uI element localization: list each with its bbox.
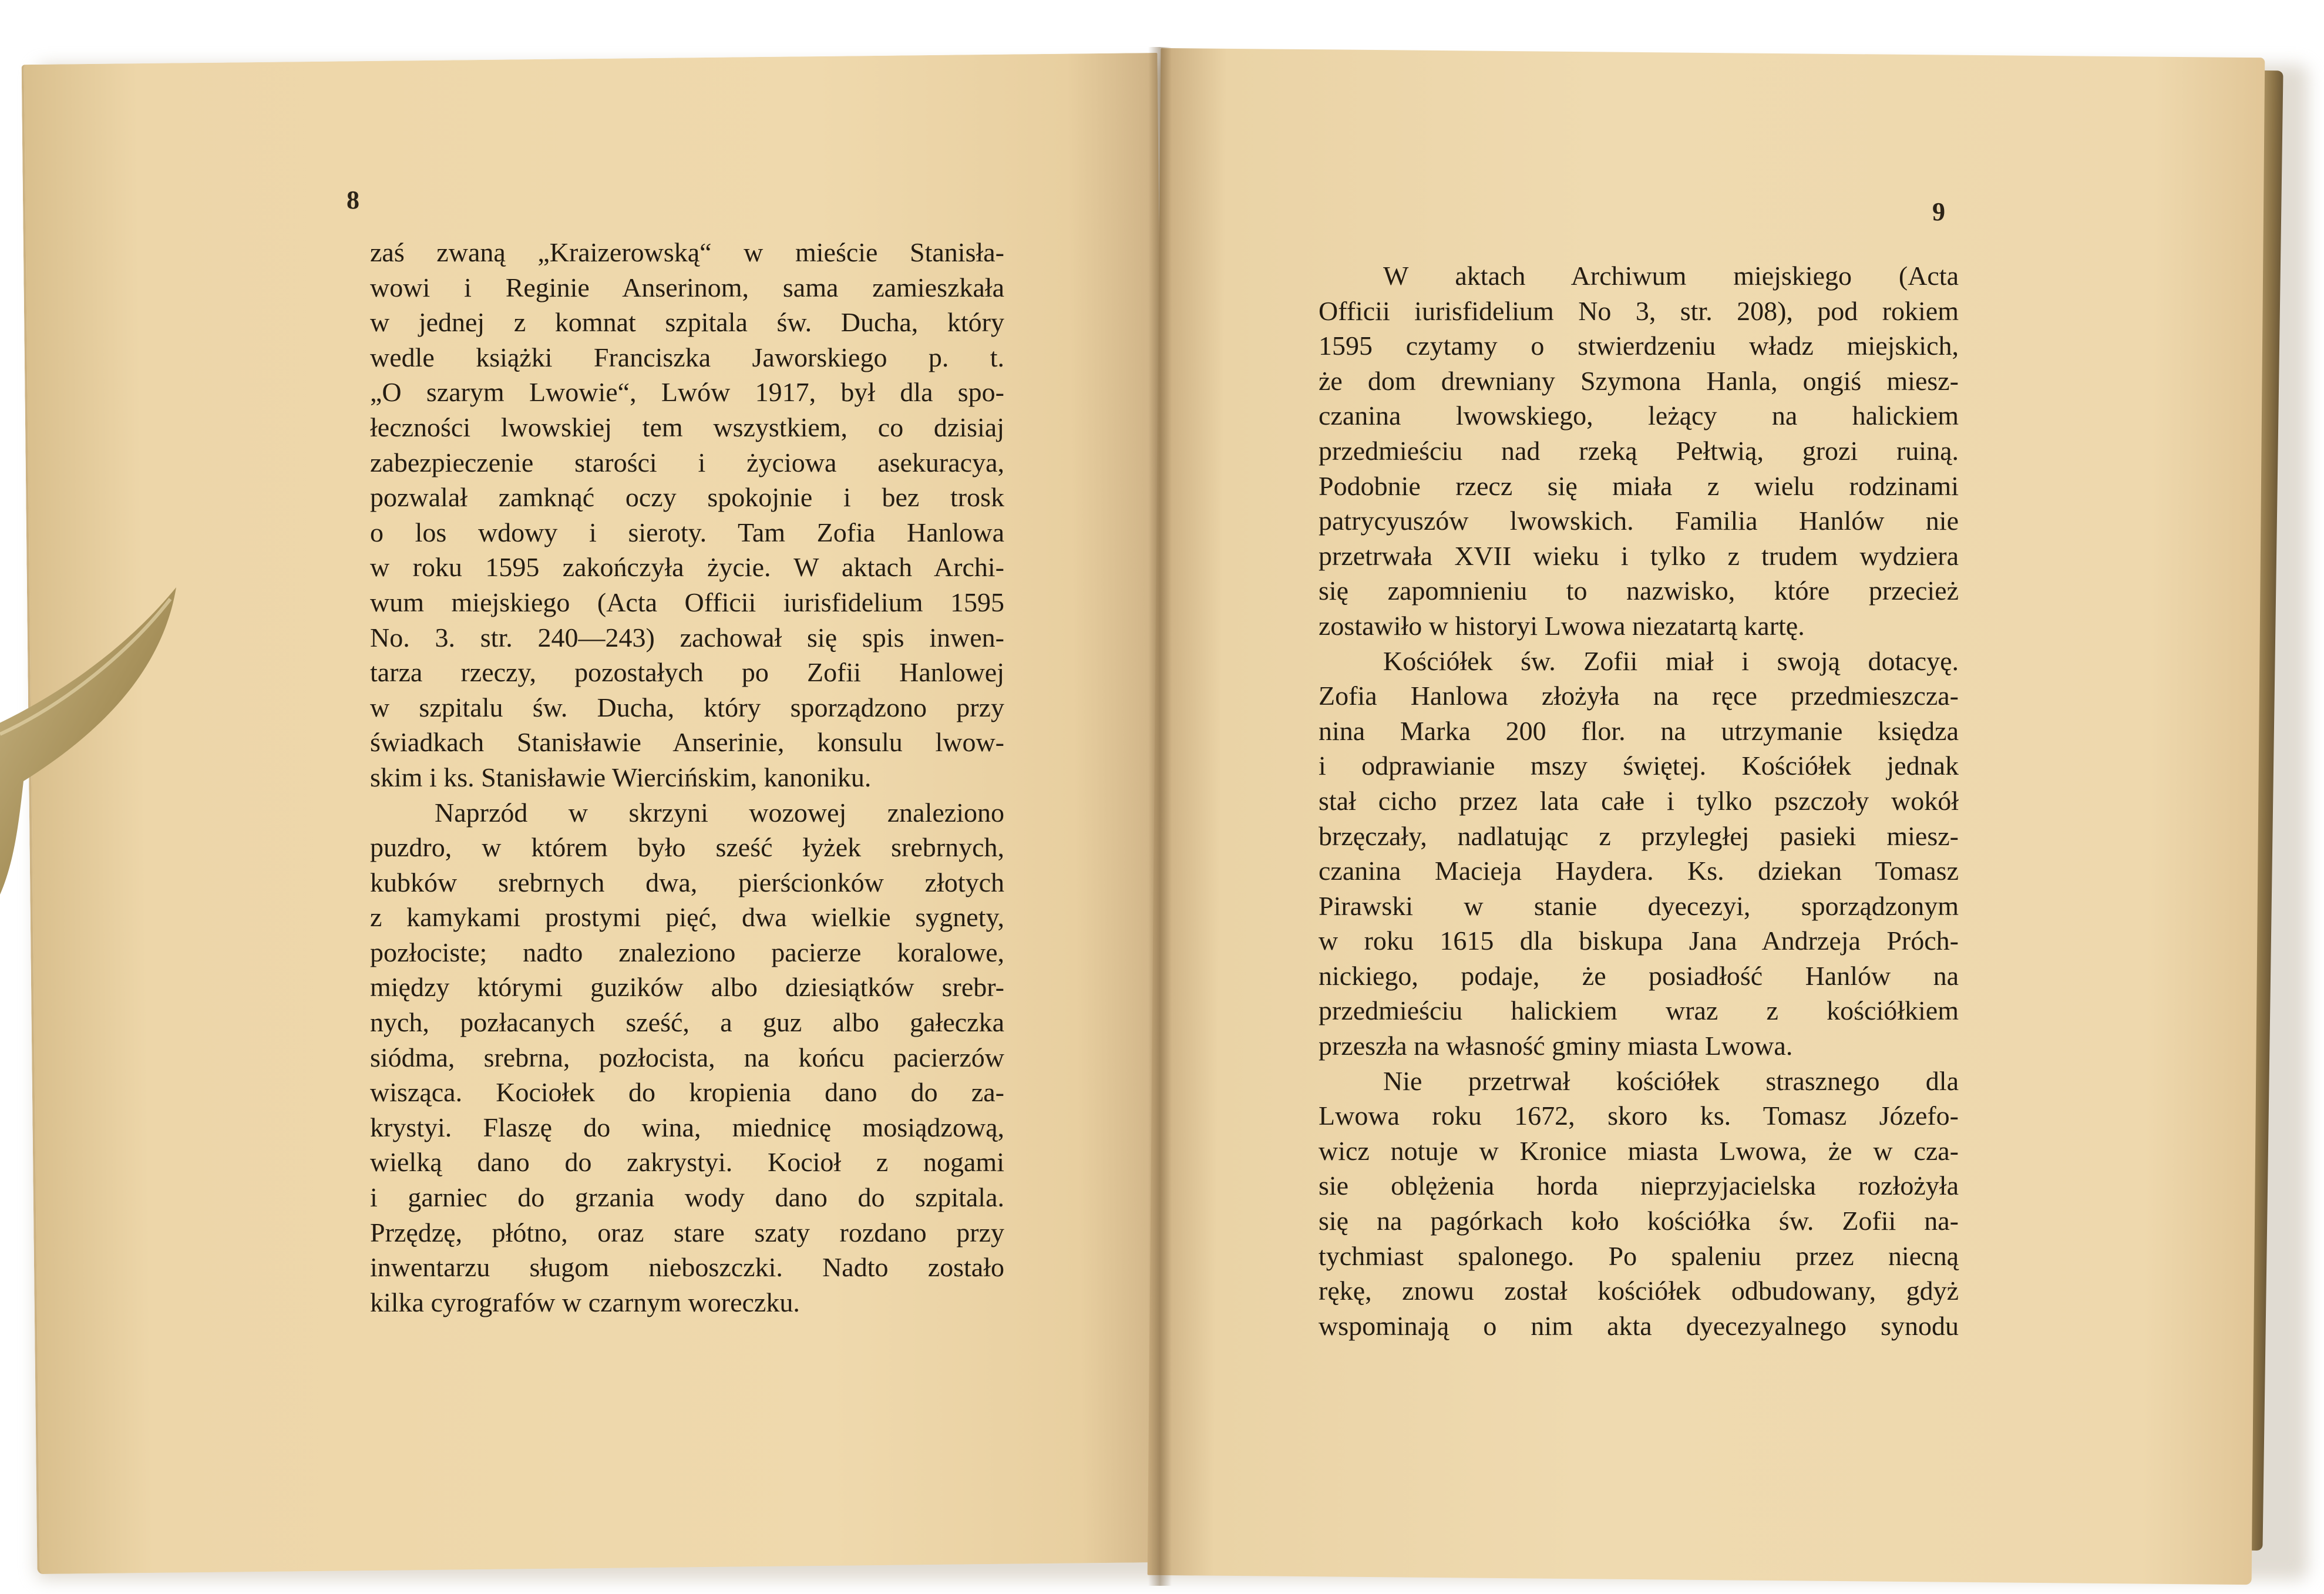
text-line: zaś zwaną „Kraizerowską“ w mieście Stanisła- — [370, 237, 1004, 267]
text-line: Podobnie rzecz się miała z wielu rodzinami — [1319, 470, 1959, 501]
text-line: kilka cyrografów w czarnym woreczku. — [370, 1287, 800, 1317]
text-line: i garniec do grzania wody dano do szpitala. — [370, 1182, 1004, 1213]
paper-knife-icon — [0, 587, 188, 916]
text-line: w roku 1595 zakończyła życie. W aktach Archi- — [370, 552, 1004, 583]
left-page-number: 8 — [347, 186, 359, 214]
text-line: w roku 1615 dla biskupa Jana Andrzeja Próch- — [1319, 926, 1959, 956]
text-line: wisząca. Kociołek do kropienia dano do za- — [370, 1077, 1004, 1108]
text-line: wielką dano do zakrystyi. Kocioł z nogami — [370, 1147, 1004, 1178]
text-line: wspominają o nim akta dyecezyalnego synodu — [1319, 1310, 1959, 1341]
text-line: W aktach Archiwum miejskiego (Acta — [1383, 261, 1959, 291]
right-page-number: 9 — [1932, 197, 1945, 226]
text-line: w szpitalu św. Ducha, który sporządzono przy — [370, 692, 1004, 722]
text-line: wicz notuje w Kronice miasta Lwowa, że w cza- — [1319, 1135, 1959, 1166]
text-line: przedmieściu nad rzeką Pełtwią, grozi ruiną. — [1319, 435, 1959, 466]
text-line: Officii iurisfidelium No 3, str. 208), pod rokiem — [1319, 295, 1959, 326]
text-line: przeszła na własność gminy miasta Lwowa. — [1319, 1031, 1793, 1061]
text-line: No. 3. str. 240—243) zachował się spis inwen- — [370, 622, 1004, 653]
text-line: pozłociste; nadto znaleziono pacierze koralowe, — [370, 937, 1004, 967]
left-page-text — [370, 235, 1004, 1320]
text-line: z kamykami prostymi pięć, dwa wielkie sygnety, — [370, 902, 1004, 933]
text-line: się na pagórkach koło kościółka św. Zofii na- — [1319, 1206, 1959, 1236]
text-line: o los wdowy i sieroty. Tam Zofia Hanlowa — [370, 517, 1004, 547]
text-line: czanina Macieja Haydera. Ks. dziekan Tomasz — [1319, 856, 1959, 886]
text-line: 1595 czytamy o stwierdzeniu władz miejskich, — [1319, 331, 1959, 361]
text-line: Pirawski w stanie dyecezyi, sporządzonym — [1319, 890, 1959, 921]
text-line: Zofia Hanlowa złożyła na ręce przedmieszcza- — [1319, 681, 1959, 711]
text-line: Lwowa roku 1672, skoro ks. Tomasz Józefo- — [1319, 1101, 1959, 1131]
text-line: świadkach Stanisławie Anserinie, konsulu lwow- — [370, 727, 1004, 758]
text-line: stał cicho przez lata całe i tylko pszczoły wokół — [1319, 785, 1959, 816]
text-line: nych, pozłacanych sześć, a guz albo gałeczka — [370, 1007, 1004, 1038]
text-line: wedle książki Franciszka Jaworskiego p. t. — [370, 342, 1004, 372]
text-line: Naprzód w skrzyni wozowej znaleziono — [435, 797, 1004, 828]
text-line: pozwalał zamknąć oczy spokojnie i bez trosk — [370, 482, 1004, 513]
text-line: nina Marka 200 flor. na utrzymanie księdza — [1319, 715, 1959, 746]
text-line: nickiego, podaje, że posiadłość Hanlów na — [1319, 960, 1959, 991]
text-line: przedmieściu halickiem wraz z kościółkiem — [1319, 996, 1959, 1026]
text-line: przetrwała XVII wieku i tylko z trudem wydziera — [1319, 540, 1959, 571]
text-line: sie oblężenia horda nieprzyjacielska rozłożyła — [1319, 1171, 1959, 1201]
text-line: że dom drewniany Szymona Hanla, ongiś miesz- — [1319, 365, 1959, 396]
text-line: kubków srebrnych dwa, pierścionków złotych — [370, 867, 1004, 897]
text-line: skim i ks. Stanisławie Wiercińskim, kanoniku. — [370, 762, 872, 792]
text-line: rękę, znowu został kościółek odbudowany, gdyż — [1319, 1276, 1959, 1306]
text-line: łeczności lwowskiej tem wszystkiem, co dzisiaj — [370, 412, 1004, 442]
text-line: tychmiast spalonego. Po spaleniu przez niecną — [1319, 1240, 1959, 1271]
text-line: patrycyuszów lwowskich. Familia Hanlów nie — [1319, 506, 1959, 536]
text-line: zabezpieczenie starości i życiowa asekuracya, — [370, 447, 1004, 477]
text-line: wowi i Reginie Anserinom, sama zamieszkała — [370, 272, 1004, 302]
text-line: w jednej z komnat szpitala św. Ducha, który — [370, 307, 1004, 338]
text-line: Nie przetrwał kościółek strasznego dla — [1383, 1065, 1959, 1096]
text-line: Przędzę, płótno, oraz stare szaty rozdano przy — [370, 1217, 1004, 1247]
text-line: i odprawianie mszy świętej. Kościółek jednak — [1319, 751, 1959, 781]
book-gutter — [1148, 47, 1172, 1586]
text-line: wum miejskiego (Acta Officii iurisfidelium 1595 — [370, 587, 1004, 617]
text-line: między którymi guzików albo dziesiątków srebr- — [370, 972, 1004, 1003]
text-line: siódma, srebrna, pozłocista, na końcu pacierzów — [370, 1042, 1004, 1072]
text-line: zostawiło w historyi Lwowa niezatartą kartę. — [1319, 610, 1805, 641]
text-line: czanina lwowskiego, leżący na halickiem — [1319, 401, 1959, 431]
text-line: Kościółek św. Zofii miał i swoją dotacyę. — [1383, 645, 1959, 676]
text-line: krystyi. Flaszę do wina, miednicę mosiądzową, — [370, 1112, 1004, 1142]
text-line: inwentarzu sługom nieboszczki. Nadto zostało — [370, 1252, 1004, 1283]
text-line: brzęczały, nadlatując z przyległej pasieki miesz- — [1319, 820, 1959, 851]
text-line: „O szarym Lwowie“, Lwów 1917, był dla spo- — [370, 377, 1004, 408]
text-line: puzdro, w którem było sześć łyżek srebrnych, — [370, 832, 1004, 863]
text-line: tarza rzeczy, pozostałych po Zofii Hanlowej — [370, 657, 1004, 688]
text-line: się zapomnieniu to nazwisko, które przecież — [1319, 576, 1959, 606]
right-page-text — [1319, 258, 1959, 1343]
